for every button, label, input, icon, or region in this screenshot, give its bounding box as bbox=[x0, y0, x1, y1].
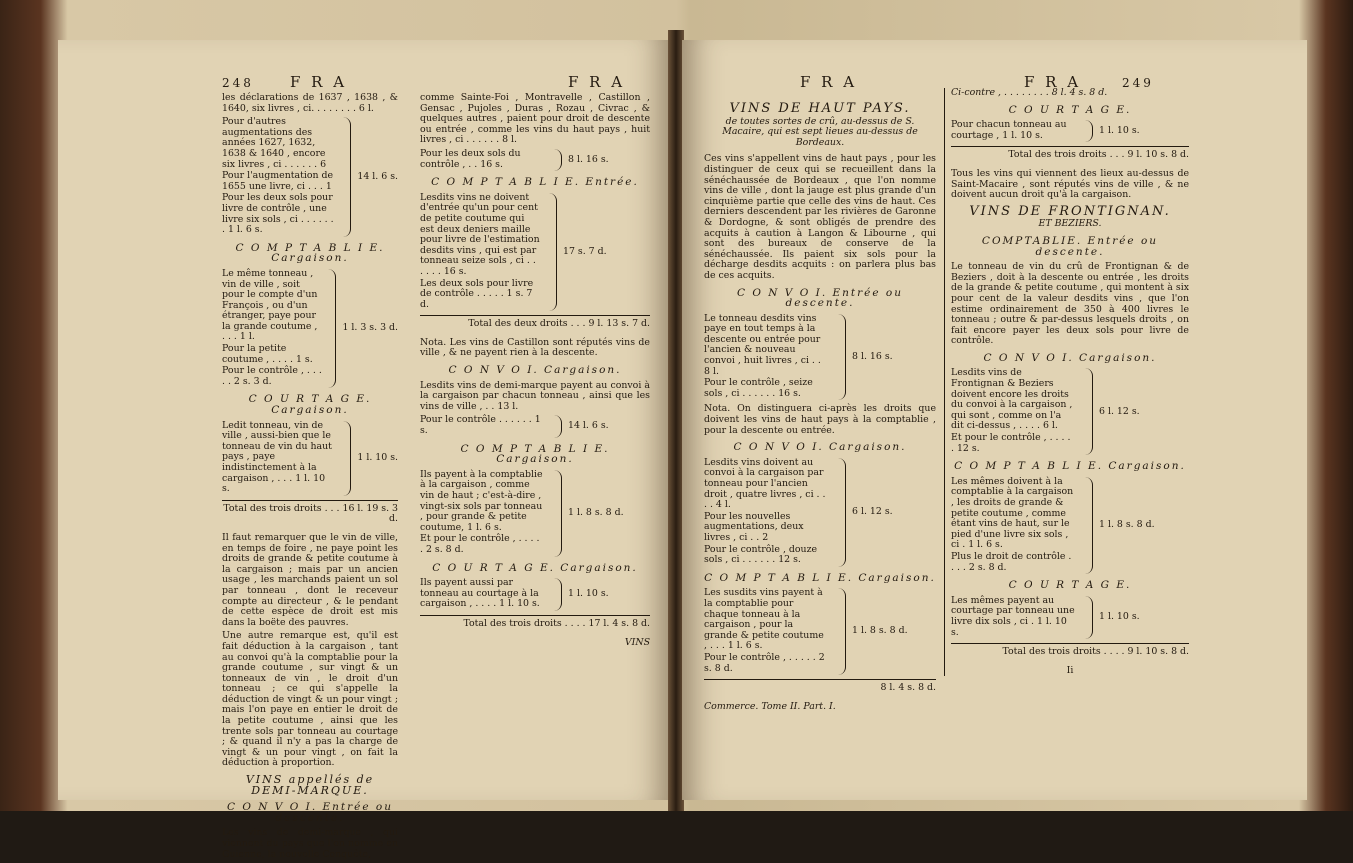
tariff-item: Pour les nouvelles augmentations, deux livres , ci . . 2 bbox=[704, 510, 804, 543]
brace bbox=[833, 458, 846, 567]
total-line: Total des trois droits . . . . 9 l. 10 s. 8 d. bbox=[951, 643, 1189, 658]
paragraph: Il faut remarquer que le vin de ville, en temps de foire , ne paye point les droits de grande & petite coutume à la cargaison ; mais par un ancien usage , les marchands paient un sol par tonneau , dont le receveur compte au directeur , & le pendant de cette espèce de droit est mis dans la boëte des pauvres. bbox=[222, 531, 398, 628]
brace bbox=[1080, 477, 1093, 574]
total-line: 8 l. 4 s. 8 d. bbox=[704, 679, 936, 694]
tariff-item: Pour le contrôle . . . . . . 1 s. bbox=[420, 414, 541, 437]
brace bbox=[1080, 368, 1093, 455]
paragraph: Nota. On distinguera ci-après les droits que doivent les vins de haut pays à la comptablie , pour la descente ou entrée. bbox=[704, 403, 936, 436]
brace bbox=[326, 269, 337, 389]
signature-line: Commerce. Tome II. Part. I. bbox=[704, 700, 836, 712]
signature-mark: Ii bbox=[1066, 664, 1074, 676]
section-subtitle: de toutes sortes de crû, au-dessus de S. Macaire, qui est sept lieues au-dessus de Bordeaux. bbox=[722, 115, 918, 148]
tariff-item: Pour le contrôle , seize sols , ci . . . . . . 16 s. bbox=[704, 377, 813, 399]
left-page-number: 248 bbox=[222, 76, 254, 90]
tariff-item: Ils payent à la comptablie à la cargaison , comme vin de haut ; c'est-à-dire , vingt-six sols par tonneau , pour grande & petite coutume, 1 l. 6 s. bbox=[420, 468, 543, 533]
tariff-amount: 1 l. 3 s. 3 d. bbox=[342, 322, 398, 334]
paragraph: Ces vins s'appellent vins de haut pays , pour les distinguer de ceux qui se recueillent dans la sénéchaussée de Bordeaux , que l'on nomme vins de ville , dont la jauge est plus grande d'un cinquième partie que celle des vins de haut. Ces derniers descendent par les rivières de Garonne & Dordogne, & sont obligés de prendre des acquits à caution à Langon & Libourne , qui sont des bureaux de conserve de la sénéchaussée. Ils paient six sols pour la décharge desdits acquits : on parlera plus bas de ces acquits. bbox=[704, 153, 936, 281]
section-title: VINS DE HAUT PAYS. bbox=[729, 101, 911, 116]
section-heading: C O U R T A G E. bbox=[1008, 103, 1132, 116]
right-running-head: F R A bbox=[800, 73, 858, 91]
tariff-amount: 6 l. 12 s. bbox=[852, 505, 893, 517]
tariff-group bbox=[420, 470, 650, 557]
section-heading: COMPTABLIE. Entrée ou descente. bbox=[981, 234, 1159, 258]
right-col-2 bbox=[944, 88, 1189, 676]
tariff-amount: 14 l. 6 s. bbox=[568, 420, 609, 432]
section-heading: C O M P T A B L I E. Cargaison. bbox=[235, 241, 385, 265]
paragraph: comme Sainte-Foi , Montravelle , Castillon , Gensac , Pujoles , Duras , Rozau , Civrac , & quelques autres , paient pour droit de descente ou entrée , comme les vins du haut pays , huit livres , ci . . . . . . 8 l. bbox=[420, 92, 650, 146]
tariff-group bbox=[951, 596, 1189, 639]
tariff-amount: 8 l. 16 s. bbox=[852, 350, 893, 362]
tariff-item: Pour les deux sols du contrôle , . . 16 s. bbox=[420, 147, 521, 170]
brace bbox=[549, 149, 562, 171]
tariff-item: Pour le contrôle , . . . . . 2 s. 3 d. bbox=[222, 365, 322, 387]
tariff-item: Les deux sols pour livre de contrôle . . . . . 1 s. 7 d. bbox=[420, 277, 534, 310]
tariff-amount: 8 l. 16 s. bbox=[568, 153, 609, 165]
brace bbox=[549, 415, 562, 437]
tariff-group bbox=[951, 477, 1189, 574]
tariff-group bbox=[951, 120, 1189, 142]
tariff-item: Le tonneau desdits vins paye en tout temps à la descente ou entrée pour l'ancien & nouveau convoi , huit livres , ci . . 8 l. bbox=[704, 312, 821, 377]
brace bbox=[549, 470, 562, 557]
tariff-item: Pour la petite coutume , . . . . 1 s. bbox=[222, 343, 313, 365]
paragraph: Tous les vins qui viennent des lieux au-dessus de Saint-Macaire , sont réputés vins de ville , & ne doivent aucun droit qu'à la cargaison. bbox=[951, 167, 1189, 201]
left-col-2 bbox=[420, 93, 650, 648]
paragraph: Lesdits vins de demi-marque payent au convoi à la cargaison par chacun tonneau , ainsi que les vins de ville , . . 13 l. bbox=[420, 379, 650, 412]
tariff-group bbox=[222, 269, 398, 389]
brace bbox=[1080, 596, 1093, 639]
tariff-item: Les mêmes doivent à la comptablie à la cargaison , les droits de grande & petite coutume , comme étant vins de haut, sur le pied d'une livre six sols , ci . 1 l. 6 s. bbox=[951, 475, 1074, 551]
tariff-item: Le même tonneau , vin de ville , soit pour le compte d'un François , ou d'un étranger, paye pour la grande coutume , . . . 1 l. bbox=[222, 267, 318, 343]
right-col-1 bbox=[704, 98, 936, 712]
catchword: VINS bbox=[624, 636, 650, 648]
tariff-group bbox=[222, 117, 398, 237]
section-heading: C O M P T A B L I E. Cargaison. bbox=[460, 442, 610, 466]
tariff-group bbox=[420, 193, 650, 312]
tariff-item: Lesdits vins ne doivent d'entrée qu'un pour cent de petite coutume qui est deux deniers maille pour livre de l'estimation desdits vins , qui est par tonneau seize sols , ci . . . . . . 16 s. bbox=[420, 191, 540, 277]
tariff-item: Pour chacun tonneau au courtage , 1 l. 10 s. bbox=[951, 119, 1067, 141]
tariff-group bbox=[704, 458, 936, 567]
tariff-group bbox=[420, 578, 650, 611]
tariff-group bbox=[951, 368, 1189, 455]
left-col-1 bbox=[222, 93, 398, 863]
right-page bbox=[682, 40, 1307, 800]
tariff-item: Et pour le contrôle , . . . . . 12 s. bbox=[951, 432, 1071, 454]
tariff-item: Ledit tonneau, vin de ville , aussi-bien que le tonneau de vin du haut pays , paye indistinctement à la cargaison , . . . 1 l. 10 s. bbox=[222, 419, 332, 495]
paragraph: Nota. Les vins de Castillon sont réputés vins de ville , & ne payent rien à la descente. bbox=[420, 336, 650, 359]
section-heading: C O N V O I. Cargaison. bbox=[983, 351, 1157, 364]
tariff-group bbox=[704, 314, 936, 401]
tariff-amount: 6 l. 12 s. bbox=[1099, 405, 1140, 417]
tariff-item: Ils payent aussi par tonneau au courtage à la cargaison , . . . . 1 l. 10 s. bbox=[420, 577, 540, 610]
paragraph: Ci-contre , . . . . . . . . 8 l. 4 s. 8 d. bbox=[951, 87, 1108, 98]
paragraph: Une autre remarque est, qu'il est fait déduction à la cargaison , tant au convoi qu'à la comptablie pour la grande coutume , sur vingt & un tonneaux de vin , le droit d'un tonneau ; ce qui s'appelle la déduction de vingt & un pour vingt ; mais l'on paye en entier le droit de la petite coutume , ainsi que les trente sols par tonneau au courtage ; & quand il n'y a pas la charge de vingt & un pour vingt , on fait la déduction à proportion. bbox=[222, 630, 398, 769]
tariff-item: Les mêmes payent au courtage par tonneau une livre dix sols , ci . 1 l. 10 s. bbox=[951, 594, 1075, 638]
tariff-amount: 17 s. 7 d. bbox=[563, 245, 607, 257]
section-heading: C O U R T A G E. bbox=[1008, 579, 1132, 592]
section-heading: C O N V O I. Entrée ou descente. bbox=[736, 286, 904, 310]
section-heading: C O M P T A B L I E. Entrée. bbox=[431, 176, 639, 189]
total-line: Total des trois droits . . . 16 l. 19 s. 3 d. bbox=[222, 500, 398, 525]
tariff-group bbox=[420, 149, 650, 171]
tariff-amount: 1 l. 8 s. 8 d. bbox=[852, 625, 908, 637]
brace bbox=[544, 193, 557, 312]
tariff-item: Et pour le contrôle , . . . . . 2 s. 8 d. bbox=[420, 533, 540, 555]
right-running-head-2: F R A bbox=[1024, 73, 1082, 91]
right-page-number: 249 bbox=[1122, 76, 1154, 90]
tariff-item: Lesdits vins de Frontignan & Beziers doivent encore les droits du convoi à la cargaison , qui sont , comme on l'a dit ci-dessus , . . . . 6 l. bbox=[951, 367, 1073, 432]
total-line: Total des deux droits . . . 9 l. 13 s. 7 d. bbox=[420, 315, 650, 330]
section-title: VINS DE FRONTIGNAN. bbox=[969, 203, 1171, 219]
section-heading: C O U R T A G E. Cargaison. bbox=[432, 561, 638, 574]
tariff-item: Pour le contrôle , . . . . . 2 s. 8 d. bbox=[704, 651, 825, 674]
tariff-item: Pour d'autres augmentations des années 1627, 1632, 1638 & 1640 , encore six livres , ci . . . . . . 6 bbox=[222, 116, 327, 170]
tariff-amount: 1 l. 10 s. bbox=[1099, 611, 1140, 623]
tariff-amount: 1 l. 10 s. bbox=[1099, 124, 1140, 136]
tariff-group bbox=[704, 588, 936, 675]
section-heading: C O M P T A B L I E. Cargaison. bbox=[704, 571, 936, 584]
brace bbox=[833, 314, 846, 401]
tariff-amount: 14 l. 6 s. bbox=[357, 170, 398, 182]
brace bbox=[1080, 120, 1093, 142]
section-heading: C O N V O I. Cargaison. bbox=[448, 364, 622, 377]
tariff-item: Pour l'augmentation de 1655 une livre, ci . . . 1 bbox=[222, 170, 334, 192]
total-line: Total des trois droits . . . . 17 l. 4 s. 8 d. bbox=[420, 615, 650, 630]
left-running-head-2: F R A bbox=[568, 73, 626, 91]
left-page bbox=[58, 40, 670, 860]
tariff-item: Plus le droit de contrôle . . . . 2 s. 8 d. bbox=[951, 550, 1072, 573]
section-title: VINS appellés de DEMI-MARQUE. bbox=[245, 773, 375, 797]
left-running-head: F R A bbox=[290, 73, 348, 91]
paragraph: Les vins de demi-marque , qui viennent du pays que l'on nomme en Guienne, la nouvelle Conquête, bbox=[222, 827, 398, 860]
section-heading: C O U R T A G E. Cargaison. bbox=[248, 393, 372, 417]
tariff-amount: 1 l. 8 s. 8 d. bbox=[1099, 519, 1155, 531]
total-line: Total des trois droits . . . 9 l. 10 s. 8 d. bbox=[951, 146, 1189, 161]
tariff-item: Pour le contrôle , douze sols , ci . . . . . . 12 s. bbox=[704, 543, 818, 566]
paragraph: Le tonneau de vin du crû de Frontignan & de Beziers , doit à la descente ou entrée , les droits de la grande & petite coutume , qui montent à six pour cent de la valeur desdits vins , que l'on estime ordinairement de 350 à 400 livres le tonneau ; outre & par-dessus lesquels droits , on fait encore payer les deux sols pour livre de contrôle. bbox=[951, 261, 1189, 347]
tariff-amount: 1 l. 10 s. bbox=[568, 588, 609, 600]
tariff-amount: 1 l. 10 s. bbox=[357, 451, 398, 463]
brace bbox=[833, 588, 846, 675]
tariff-amount: 1 l. 8 s. 8 d. bbox=[568, 506, 624, 518]
brace bbox=[549, 578, 562, 611]
paragraph: les déclarations de 1637 , 1638 , & 1640, six livres , ci. . . . . . . . 6 l. bbox=[222, 92, 398, 114]
section-heading: C O M P T A B L I E. Cargaison. bbox=[954, 460, 1186, 473]
tariff-item: Les susdits vins payent à la comptablie pour chaque tonneau à la cargaison , pour la grande & petite coutume , . . . 1 l. 6 s. bbox=[704, 587, 824, 652]
tariff-group bbox=[420, 415, 650, 437]
tariff-item: Pour les deux sols pour livre de contrôle , une livre six sols , ci . . . . . . . 1 l. 6 s. bbox=[222, 192, 334, 236]
brace bbox=[340, 421, 352, 496]
brace bbox=[340, 117, 352, 237]
section-subtitle: ET BEZIERS. bbox=[1038, 218, 1102, 230]
section-heading: C O N V O I. Entrée ou descente. bbox=[226, 801, 394, 824]
tariff-item: Lesdits vins doivent au convoi à la cargaison par tonneau pour l'ancien droit , quatre livres , ci . . . . 4 l. bbox=[704, 456, 826, 511]
section-heading: C O N V O I. Cargaison. bbox=[733, 441, 907, 454]
tariff-group bbox=[222, 421, 398, 496]
